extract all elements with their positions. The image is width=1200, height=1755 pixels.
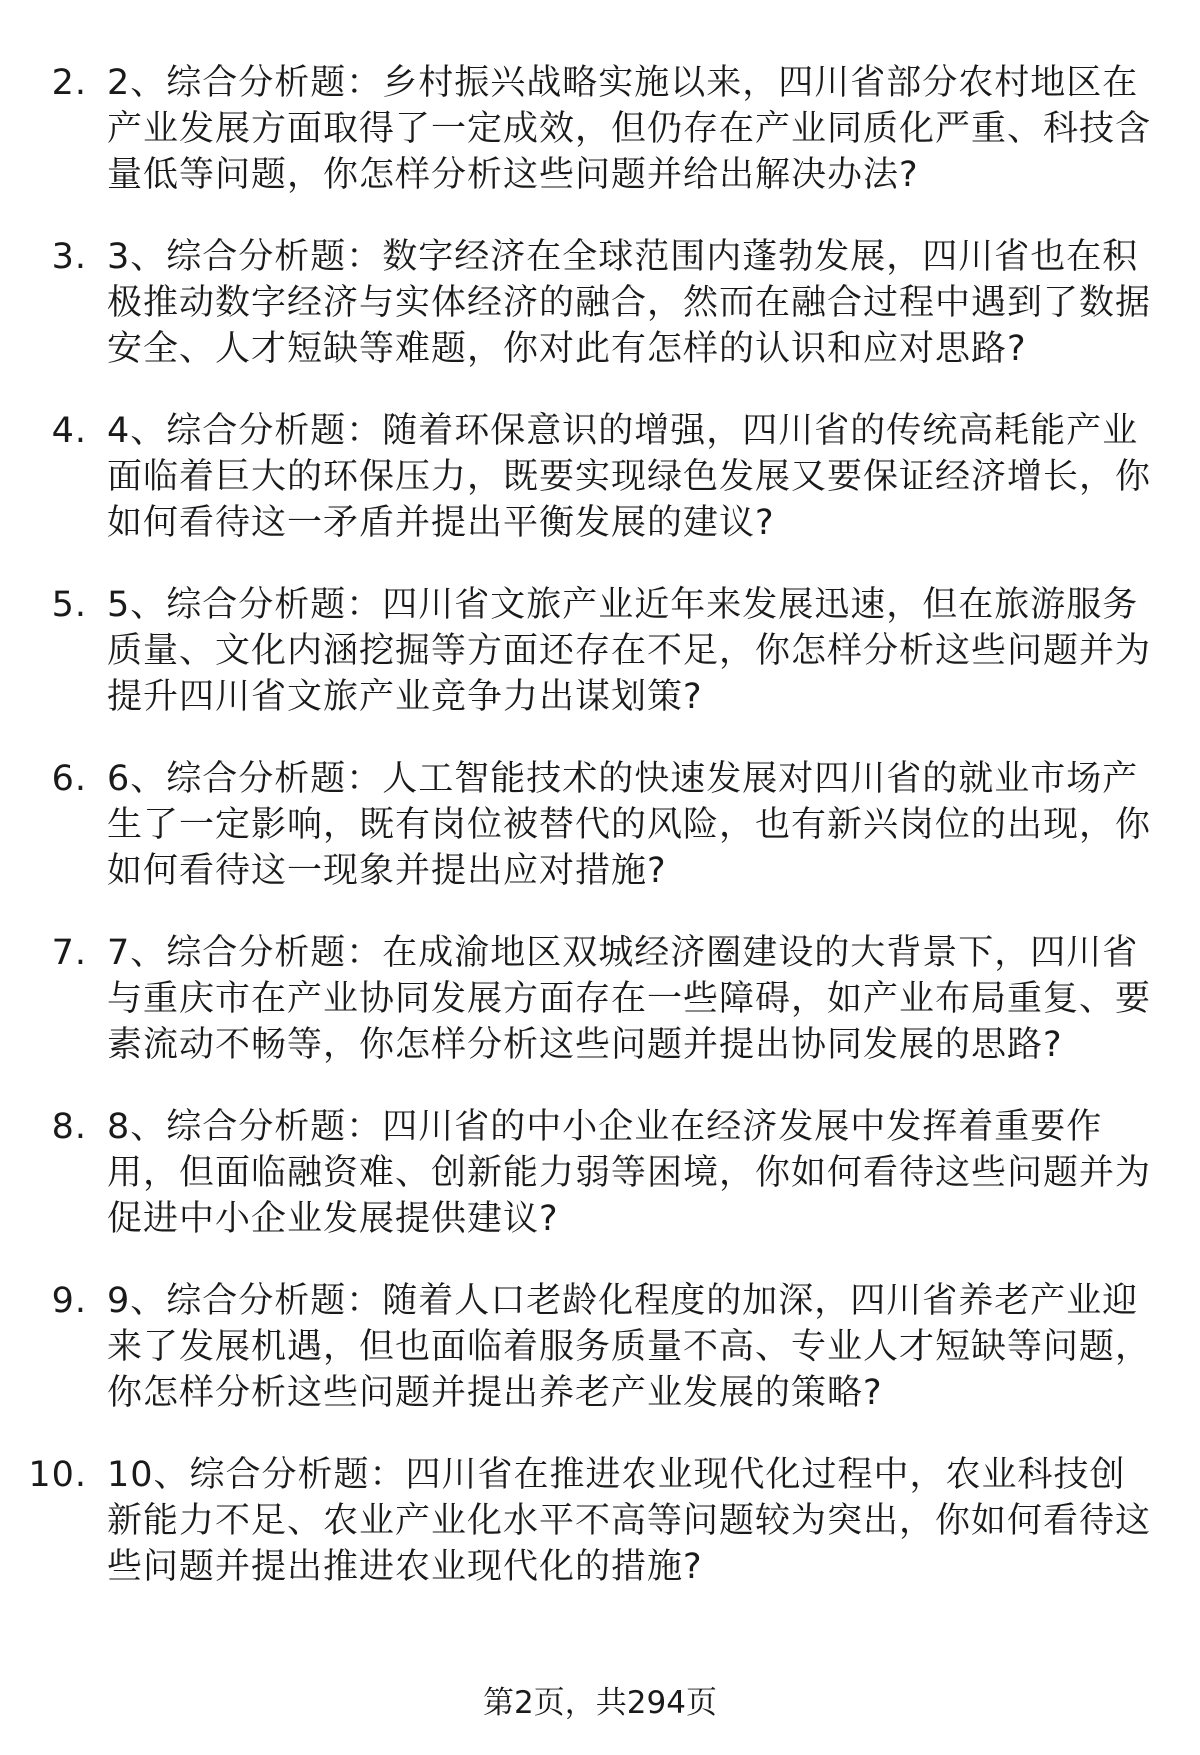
question-text: 9、综合分析题：随着人口老龄化程度的加深，四川省养老产业迎来了发展机遇，但也面临着服务质量不高、专业人才短缺等问题，你怎样分析这些问题并提出养老产业发展的策略? [107, 1281, 1152, 1413]
question-item-7 [0, 930, 1200, 1068]
question-text: 7、综合分析题：在成渝地区双城经济圈建设的大背景下，四川省与重庆市在产业协同发展方面存在一些障碍，如产业布局重复、要素流动不畅等，你怎样分析这些问题并提出协同发展的思路? [107, 933, 1152, 1065]
question-item-3 [0, 234, 1200, 372]
question-item-5 [0, 582, 1200, 720]
question-list [0, 60, 1200, 1626]
question-number: 7. [51, 933, 87, 973]
question-text: 5、综合分析题：四川省文旅产业近年来发展迅速，但在旅游服务质量、文化内涵挖掘等方面还存在不足，你怎样分析这些问题并为提升四川省文旅产业竞争力出谋划策? [107, 585, 1152, 717]
question-item-2 [0, 60, 1200, 198]
question-number: 5. [51, 585, 87, 625]
question-number: 3. [51, 237, 87, 277]
question-number: 10. [28, 1455, 87, 1495]
question-item-4 [0, 408, 1200, 546]
question-item-9 [0, 1278, 1200, 1416]
question-item-8 [0, 1104, 1200, 1242]
question-number: 4. [51, 411, 87, 451]
question-text: 4、综合分析题：随着环保意识的增强，四川省的传统高耗能产业面临着巨大的环保压力，既要实现绿色发展又要保证经济增长，你如何看待这一矛盾并提出平衡发展的建议? [107, 411, 1152, 543]
question-text: 2、综合分析题：乡村振兴战略实施以来，四川省部分农村地区在产业发展方面取得了一定成效，但仍存在产业同质化严重、科技含量低等问题，你怎样分析这些问题并给出解决办法? [107, 63, 1152, 195]
question-item-6 [0, 756, 1200, 894]
question-number: 9. [51, 1281, 87, 1321]
question-item-10 [0, 1452, 1200, 1590]
question-text: 6、综合分析题：人工智能技术的快速发展对四川省的就业市场产生了一定影响，既有岗位被替代的风险，也有新兴岗位的出现，你如何看待这一现象并提出应对措施? [107, 759, 1152, 891]
question-text: 3、综合分析题：数字经济在全球范围内蓬勃发展，四川省也在积极推动数字经济与实体经济的融合，然而在融合过程中遇到了数据安全、人才短缺等难题，你对此有怎样的认识和应对思路? [107, 237, 1152, 369]
page-number-footer: 第2页，共294页 [483, 1685, 717, 1721]
question-number: 8. [51, 1107, 87, 1147]
question-number: 6. [51, 759, 87, 799]
question-text: 8、综合分析题：四川省的中小企业在经济发展中发挥着重要作用，但面临融资难、创新能力弱等困境，你如何看待这些问题并为促进中小企业发展提供建议? [107, 1107, 1152, 1239]
question-text: 10、综合分析题：四川省在推进农业现代化过程中，农业科技创新能力不足、农业产业化水平不高等问题较为突出，你如何看待这些问题并提出推进农业现代化的措施? [107, 1455, 1152, 1587]
question-number: 2. [51, 63, 87, 103]
